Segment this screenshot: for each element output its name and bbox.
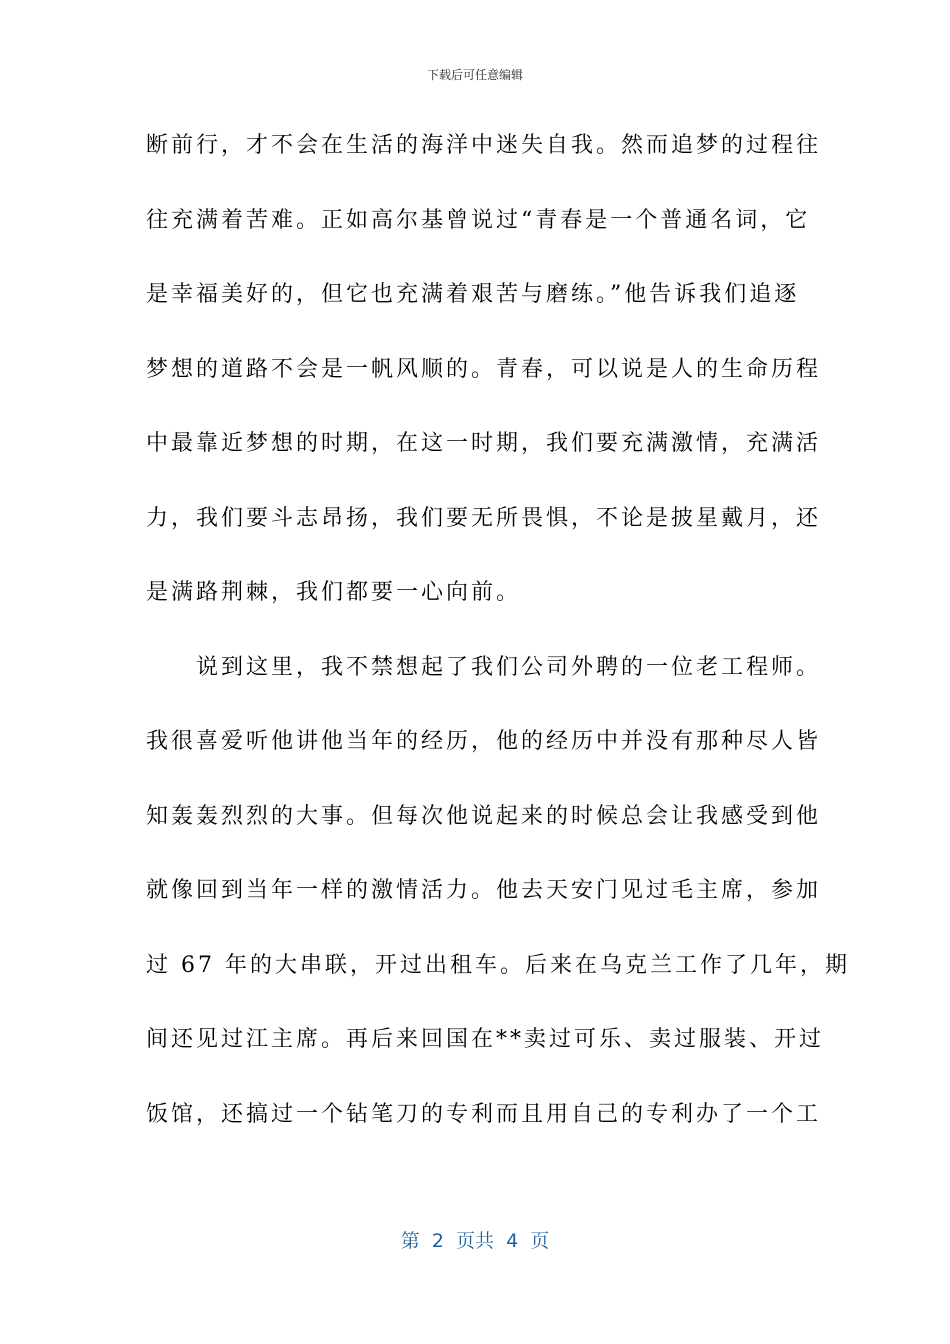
text-line: 过 67 年的大串联，开过出租车。后来在乌克兰工作了几年，期 — [146, 952, 850, 978]
text-line: 间还见过江主席。再后来回国在**卖过可乐、卖过服装、开过 — [146, 1027, 825, 1052]
text-line: 说到这里，我不禁想起了我们公司外聘的一位老工程师。 — [146, 654, 822, 680]
text-line: 往充满着苦难。正如高尔基曾说过“青春是一个普通名词，它 — [146, 207, 811, 233]
text-line: 知轰轰烈烈的大事。但每次他说起来的时候总会让我感受到他 — [146, 803, 822, 829]
text-line: 我很喜爱听他讲他当年的经历，他的经历中并没有那种尽人皆 — [146, 729, 822, 754]
text-line: 力，我们要斗志昂扬，我们要无所畏惧，不论是披星戴月，还 — [146, 505, 822, 531]
text-line: 断前行，才不会在生活的海洋中迷失自我。然而追梦的过程往 — [146, 133, 822, 158]
text-line: 中最靠近梦想的时期，在这一时期，我们要充满激情，充满活 — [146, 431, 822, 456]
text-line: 就像回到当年一样的激情活力。他去天安门见过毛主席，参加 — [146, 878, 822, 903]
text-line: 饭馆，还搞过一个钻笔刀的专利而且用自己的专利办了一个工 — [146, 1101, 822, 1127]
text-line: 是幸福美好的，但它也充满着艰苦与磨练。”他告诉我们追逐 — [146, 282, 800, 307]
document-body — [146, 128, 850, 1171]
text-line: 是满路荆棘，我们都要一心向前。 — [146, 580, 522, 605]
text-line: 梦想的道路不会是一帆风顺的。青春，可以说是人的生命历程 — [146, 356, 822, 382]
page-header: 下载后可任意编辑 — [426, 68, 523, 82]
page-number-footer: 第 2 页共 4 页 — [400, 1230, 550, 1252]
